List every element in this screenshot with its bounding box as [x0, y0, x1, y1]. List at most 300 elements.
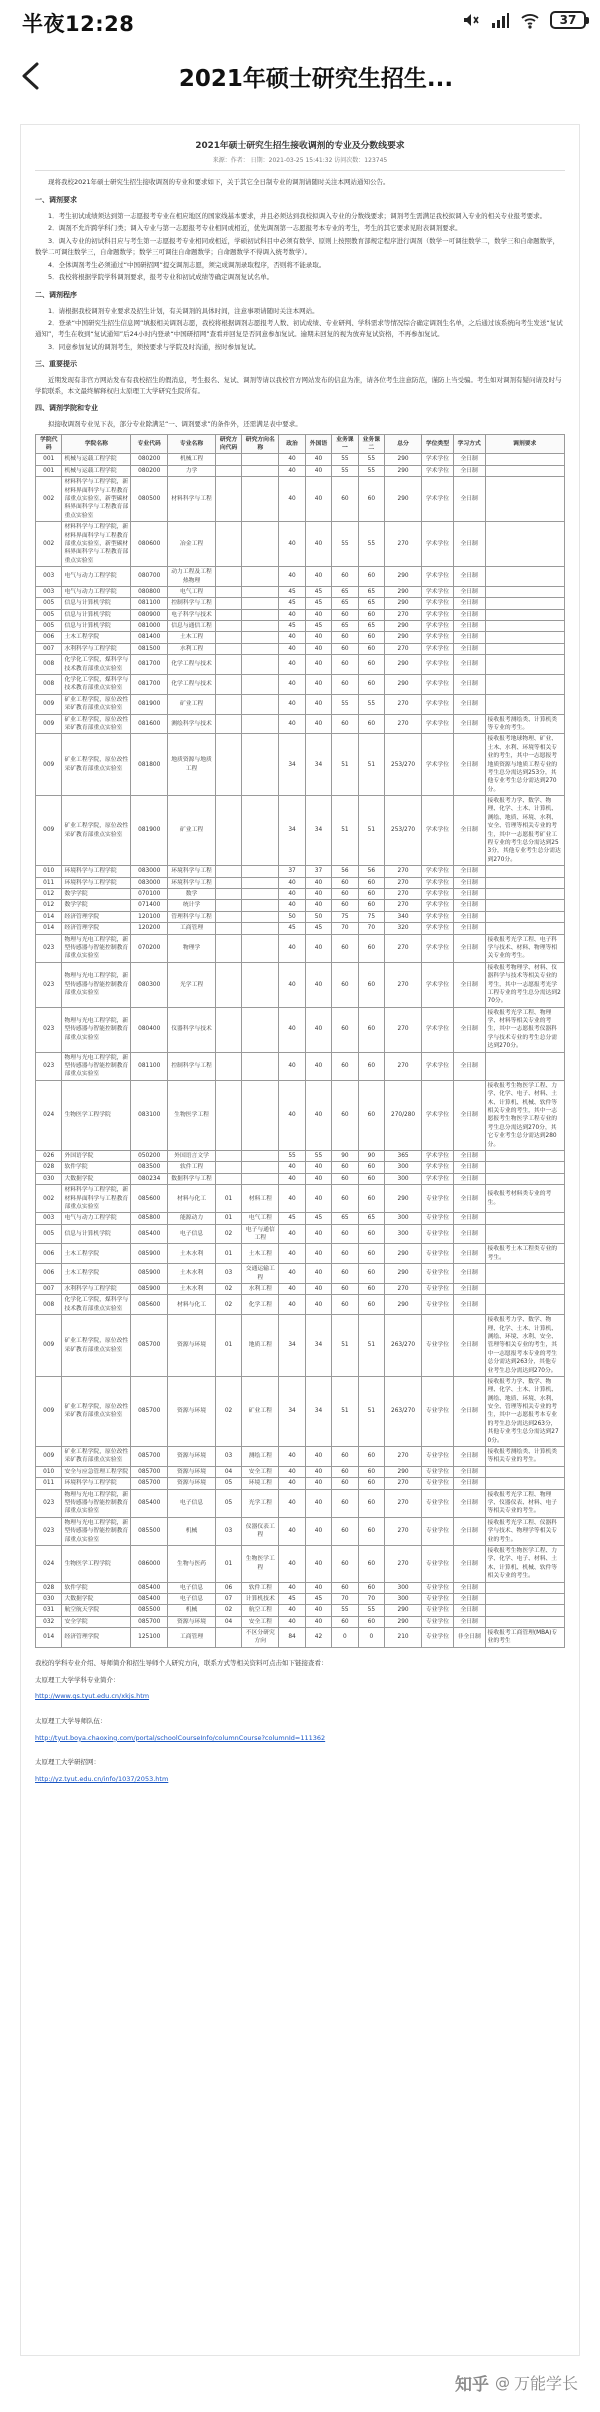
table-cell: 专业学位 [422, 1616, 454, 1627]
table-cell: 002 [36, 1185, 62, 1213]
table-cell: 交通运输工程 [242, 1264, 279, 1284]
table-cell: 动力工程及工程热物理 [168, 567, 216, 587]
table-cell: 003 [36, 567, 62, 587]
table-cell: 60 [358, 1264, 384, 1284]
table-cell: 土木工程学院 [62, 1244, 131, 1264]
table-cell: 机械 [168, 1605, 216, 1616]
table-cell: 65 [332, 1213, 358, 1224]
table-cell: 263/270 [385, 1315, 422, 1377]
table-cell: 资源与环境 [168, 1447, 216, 1467]
table-cell: 56 [332, 866, 358, 877]
table-cell: 机械 [168, 1517, 216, 1545]
table-cell: 120200 [131, 923, 168, 934]
column-header: 学院代码 [36, 434, 62, 454]
table-cell [215, 1052, 241, 1080]
table-row [36, 1007, 565, 1052]
table-cell: 学术学位 [422, 900, 454, 911]
table-cell: 60 [358, 1052, 384, 1080]
table-cell: 40 [279, 1264, 305, 1284]
table-cell: 60 [332, 1080, 358, 1150]
table-cell: 40 [305, 1007, 331, 1052]
table-cell: 081000 [131, 621, 168, 632]
table-cell: 软件学院 [62, 1162, 131, 1173]
table-cell: 40 [305, 477, 331, 522]
back-button[interactable] [10, 54, 54, 98]
table-cell: 40 [305, 655, 331, 675]
table-cell: 60 [358, 1295, 384, 1315]
paragraph: 2．调剂不允许跨学科门类；调入专业与第一志愿报考专业相同或相近，优先调剂第一志愿报考本专业的考生，考生的其它要求见附表调剂要求。 [48, 224, 462, 233]
table-cell: 290 [385, 1244, 422, 1264]
table-cell: 40 [279, 609, 305, 620]
table-cell: 生物医学工程 [168, 1080, 216, 1150]
table-cell: 40 [305, 1224, 331, 1244]
table-cell: 测绘科学与技术 [168, 714, 216, 734]
table-cell: 300 [385, 1173, 422, 1184]
table-cell: 263/270 [385, 1376, 422, 1446]
admissions-table [35, 434, 565, 1648]
table-cell: 仪器科学与技术 [168, 1007, 216, 1052]
table-cell: 化学工程与技术 [168, 675, 216, 695]
table-cell: 023 [36, 1007, 62, 1052]
table-cell: 60 [332, 632, 358, 643]
table-row [36, 632, 565, 643]
table-cell [485, 522, 564, 567]
table-cell: 60 [358, 962, 384, 1007]
table-cell: 51 [332, 1376, 358, 1446]
table-cell: 085900 [131, 1244, 168, 1264]
table-cell: 270 [385, 1489, 422, 1517]
table-cell [215, 454, 241, 465]
table-cell: 40 [279, 1162, 305, 1173]
table-cell: 专业学位 [422, 1224, 454, 1244]
table-cell: 能源动力 [168, 1213, 216, 1224]
table-cell: 005 [36, 598, 62, 609]
table-cell: 081100 [131, 1052, 168, 1080]
table-cell: 接收报考地球物理、矿业、土木、水利、环境等相关专业的考生，其中一志愿报考地质资源与地质工程专业的考生总分需达到253分，其他专业考生总分需达到270分。 [485, 734, 564, 796]
table-cell: 085400 [131, 1593, 168, 1604]
table-cell: 40 [305, 1545, 331, 1582]
table-cell: 水利工程 [168, 643, 216, 654]
table-cell: 009 [36, 1376, 62, 1446]
table-cell: 40 [305, 889, 331, 900]
table-cell: 006 [36, 632, 62, 643]
link-label: 太原理工大学导师队伍： [35, 1717, 107, 1726]
table-cell [485, 567, 564, 587]
table-cell: 083000 [131, 866, 168, 877]
table-cell: 外国语学院 [62, 1150, 131, 1161]
table-row [36, 1582, 565, 1593]
table-cell: 信息与计算机学院 [62, 609, 131, 620]
table-cell [485, 675, 564, 695]
table-cell: 40 [279, 1224, 305, 1244]
table-cell: 34 [305, 796, 331, 866]
table-cell: 安全与应急管理工程学院 [62, 1466, 131, 1477]
paragraph: 3．调入专业的初试科目应与考生第一志愿报考专业相同或相近，学硕初试科目中必须有数学、原则上按照教育部规定程序进行调剂（数学一可调往数学二，数学三和自命题数学，数学二可调往数学三，自命题数学；数学三可调往自命题数学；自命题数学不得调入统考数学）。 [35, 237, 560, 256]
table-cell: 270 [385, 522, 422, 567]
table-cell: 60 [332, 1545, 358, 1582]
table-row [36, 796, 565, 866]
table-cell: 物理学 [168, 934, 216, 962]
table-cell: 55 [358, 465, 384, 476]
table-cell: 生物医学工程学院 [62, 1545, 131, 1582]
table-cell: 全日制 [453, 889, 485, 900]
table-cell: 01 [215, 1545, 241, 1582]
table-cell: 080700 [131, 567, 168, 587]
table-cell: 全日制 [453, 923, 485, 934]
table-cell: 085900 [131, 1264, 168, 1284]
table-cell: 40 [279, 694, 305, 714]
table-row [36, 522, 565, 567]
table-cell: 60 [332, 1295, 358, 1315]
table-cell: 080234 [131, 1173, 168, 1184]
paragraph: 拟接收调剂专业见下表，部分专业除满足“一、调剂要求”的条件外，还需满足表中要求。 [48, 419, 302, 428]
table-cell: 环境科学与工程 [168, 866, 216, 877]
table-cell: 学术学位 [422, 714, 454, 734]
table-cell: 40 [279, 567, 305, 587]
table-cell: 02 [215, 1376, 241, 1446]
table-cell [242, 632, 279, 643]
table-cell: 信息与计算机学院 [62, 1224, 131, 1244]
table-cell: 矿业工程学院，原位改性采矿教育部重点实验室 [62, 1376, 131, 1446]
table-cell: 270 [385, 694, 422, 714]
table-cell [485, 1582, 564, 1593]
table-cell: 55 [358, 1605, 384, 1616]
column-header: 学院名称 [62, 434, 131, 454]
table-row [36, 1295, 565, 1315]
table-cell: 矿业工程学院，原位改性采矿教育部重点实验室 [62, 694, 131, 714]
table-cell: 全日制 [453, 900, 485, 911]
table-cell: 02 [215, 1284, 241, 1295]
table-cell [242, 889, 279, 900]
table-cell: 024 [36, 1080, 62, 1150]
table-cell: 60 [358, 1478, 384, 1489]
table-row [36, 1315, 565, 1377]
table-cell: 材料工程 [242, 1185, 279, 1213]
table-cell: 270 [385, 1284, 422, 1295]
table-row [36, 911, 565, 922]
column-header: 外国语 [305, 434, 331, 454]
table-cell: 210 [385, 1628, 422, 1648]
table-cell: 290 [385, 567, 422, 587]
table-cell: 03 [215, 1517, 241, 1545]
table-cell: 物理与光电工程学院，新型传感器与智能控制教育部重点实验室 [62, 1052, 131, 1080]
table-cell: 化学化工学院，煤科学与技术教育部重点实验室 [62, 675, 131, 695]
table-row [36, 643, 565, 654]
table-cell: 080200 [131, 465, 168, 476]
table-cell: 土木工程 [242, 1244, 279, 1264]
table-cell: 40 [305, 465, 331, 476]
table-cell: 253/270 [385, 734, 422, 796]
table-cell: 290 [385, 454, 422, 465]
table-cell: 学术学位 [422, 586, 454, 597]
table-cell: 009 [36, 796, 62, 866]
table-cell: 学术学位 [422, 911, 454, 922]
table-cell: 全日制 [453, 1264, 485, 1284]
table-cell: 40 [279, 465, 305, 476]
table-cell: 工商管理 [168, 1628, 216, 1648]
table-cell [215, 962, 241, 1007]
table-cell: 40 [279, 675, 305, 695]
table-row [36, 1545, 565, 1582]
table-cell: 081100 [131, 598, 168, 609]
table-cell: 050200 [131, 1150, 168, 1161]
table-cell: 全日制 [453, 632, 485, 643]
table-row [36, 609, 565, 620]
table-cell: 60 [358, 1447, 384, 1467]
table-cell: 生物医学工程学院 [62, 1080, 131, 1150]
table-cell: 全日制 [453, 1185, 485, 1213]
table-cell: 航空航天学院 [62, 1605, 131, 1616]
table-cell: 60 [332, 1224, 358, 1244]
table-cell: 085800 [131, 1213, 168, 1224]
table-cell: 55 [332, 522, 358, 567]
table-cell: 40 [279, 1478, 305, 1489]
table-cell: 40 [305, 675, 331, 695]
table-cell: 70 [332, 923, 358, 934]
table-cell: 资源与环境 [168, 1315, 216, 1377]
table-cell: 接收报考生物医学工程、力学、化学、电子、材料、土木、计算机、机械、软件等相关专业的考生，其中一志愿报考生物医学工程专业的考生总分需达到270分，其它专业考生总分需达到280分。 [485, 1080, 564, 1150]
article-meta: 来源：作者： 日期：2021-03-25 15:41:32 访问次数：123745 [212, 156, 388, 164]
table-cell: 270 [385, 934, 422, 962]
table-cell: 45 [305, 1213, 331, 1224]
table-cell: 60 [358, 1007, 384, 1052]
table-cell: 航空工程 [242, 1605, 279, 1616]
table-cell: 物理与光电工程学院，新型传感器与智能控制教育部重点实验室 [62, 1489, 131, 1517]
table-cell: 电子信息 [168, 1224, 216, 1244]
table-cell: 45 [305, 598, 331, 609]
table-cell [242, 454, 279, 465]
table-cell: 60 [332, 1616, 358, 1627]
watermark [455, 2370, 578, 2395]
table-cell: 080600 [131, 522, 168, 567]
table-cell: 非全日制 [453, 1628, 485, 1648]
table-cell: 环境科学与工程 [168, 877, 216, 888]
table-cell: 014 [36, 923, 62, 934]
table-cell: 080500 [131, 477, 168, 522]
table-cell: 65 [358, 586, 384, 597]
page-title: 2021年硕士研究生招生... [178, 66, 454, 92]
table-cell: 45 [279, 1213, 305, 1224]
table-cell: 学术学位 [422, 934, 454, 962]
table-cell: 002 [36, 522, 62, 567]
table-cell: 专业学位 [422, 1376, 454, 1446]
table-cell: 软件工程 [242, 1582, 279, 1593]
table-cell: 力学 [168, 465, 216, 476]
table-cell [242, 621, 279, 632]
table-cell: 大数据学院 [62, 1593, 131, 1604]
table-cell: 信息与计算机学院 [62, 598, 131, 609]
table-cell: 012 [36, 889, 62, 900]
table-cell: 全日制 [453, 675, 485, 695]
paragraph: 4．全体调剂考生必须通过“中国研招网”提交调剂志愿，须完成调剂录取程序，否则将不能录取。 [48, 260, 326, 269]
table-cell: 40 [279, 962, 305, 1007]
table-cell: 全日制 [453, 1213, 485, 1224]
table-cell: 接收报考物理学、材料、仪器科学与技术等相关专业的考生，其中一志愿报考光学工程专业的考生总分需达到270分。 [485, 962, 564, 1007]
table-cell: 接收报考生物医学工程、力学、化学、电子、材料、土木、计算机、机械、软件等相关专业的考生。 [485, 1545, 564, 1582]
table-cell: 290 [385, 1295, 422, 1315]
table-cell: 51 [358, 1376, 384, 1446]
table-row [36, 1616, 565, 1627]
table-cell [242, 643, 279, 654]
table-cell: 270 [385, 643, 422, 654]
table-cell: 40 [305, 1466, 331, 1477]
table-cell: 071400 [131, 900, 168, 911]
table-cell: 全日制 [453, 1376, 485, 1446]
table-cell: 290 [385, 655, 422, 675]
table-row [36, 866, 565, 877]
table-cell [485, 643, 564, 654]
table-cell: 75 [358, 911, 384, 922]
table-cell [215, 1007, 241, 1052]
table-cell: 测绘工程 [242, 1447, 279, 1467]
table-cell: 50 [305, 911, 331, 922]
at-icon: @ [494, 2373, 510, 2392]
table-cell: 085700 [131, 1466, 168, 1477]
table-cell: 02 [215, 1224, 241, 1244]
table-cell [242, 734, 279, 796]
table-cell: 60 [358, 1517, 384, 1545]
table-cell: 65 [332, 586, 358, 597]
table-cell [242, 877, 279, 888]
table-cell: 40 [279, 1007, 305, 1052]
table-cell: 专业学位 [422, 1628, 454, 1648]
table-cell: 080400 [131, 1007, 168, 1052]
table-cell: 全日制 [453, 694, 485, 714]
table-row [36, 1162, 565, 1173]
table-cell [242, 522, 279, 567]
admissions-site-link[interactable]: http://yz.tyut.edu.cn/info/1037/2053.htm [35, 1775, 169, 1784]
table-cell: 全日制 [453, 522, 485, 567]
table-cell: 40 [305, 1295, 331, 1315]
table-cell [485, 877, 564, 888]
table-cell [242, 586, 279, 597]
table-cell: 60 [358, 1466, 384, 1477]
table-cell: 45 [279, 598, 305, 609]
table-cell: 081700 [131, 655, 168, 675]
table-cell: 专业学位 [422, 1478, 454, 1489]
table-cell: 51 [332, 734, 358, 796]
table-row [36, 1284, 565, 1295]
table-cell: 40 [279, 900, 305, 911]
table-cell: 光学工程 [168, 962, 216, 1007]
table-cell: 270/280 [385, 1080, 422, 1150]
subject-intro-link[interactable]: http://www.gs.tyut.edu.cn/xkjs.htm [35, 1692, 150, 1701]
table-cell [215, 1628, 241, 1648]
links-intro: 我校的学科专业介绍、导师简介和招生导师个人研究方向，联系方式等相关资料可点击如下链接查看： [35, 1658, 328, 1667]
table-cell: 接收报考测绘类、计算机类等相关专业的考生。 [485, 1447, 564, 1467]
table-cell: 008 [36, 1295, 62, 1315]
table-cell: 270 [385, 1478, 422, 1489]
table-cell: 资源与环境 [168, 1376, 216, 1446]
table-cell [242, 866, 279, 877]
table-cell: 270 [385, 1052, 422, 1080]
table-cell: 专业学位 [422, 1517, 454, 1545]
table-cell: 统计学 [168, 900, 216, 911]
table-cell: 材料与化工 [168, 1185, 216, 1213]
table-cell: 电气与动力工程学院 [62, 1213, 131, 1224]
table-row [36, 1628, 565, 1648]
table-cell [242, 911, 279, 922]
table-cell: 40 [279, 934, 305, 962]
article-document [20, 124, 580, 2356]
table-cell [215, 632, 241, 643]
table-cell: 专业学位 [422, 1605, 454, 1616]
table-cell: 55 [305, 1150, 331, 1161]
table-cell: 矿业工程学院，原位改性采矿教育部重点实验室 [62, 734, 131, 796]
table-cell: 008 [36, 675, 62, 695]
table-cell: 007 [36, 643, 62, 654]
table-cell: 资源与环境 [168, 1478, 216, 1489]
table-cell [485, 586, 564, 597]
table-cell: 冶金工程 [168, 522, 216, 567]
table-cell: 全日制 [453, 962, 485, 1007]
table-cell: 软件学院 [62, 1582, 131, 1593]
table-cell: 40 [279, 1466, 305, 1477]
table-cell: 0 [358, 1628, 384, 1648]
table-cell: 机械工程 [168, 454, 216, 465]
table-cell: 60 [332, 655, 358, 675]
table-cell: 45 [305, 621, 331, 632]
table-cell: 电气与动力工程学院 [62, 586, 131, 597]
table-cell: 081500 [131, 643, 168, 654]
table-cell: 全日制 [453, 567, 485, 587]
table-cell: 080800 [131, 586, 168, 597]
table-cell: 不区分研究方向 [242, 1628, 279, 1648]
table-cell: 34 [279, 796, 305, 866]
table-cell: 全日制 [453, 609, 485, 620]
table-cell: 全日制 [453, 1080, 485, 1150]
table-cell: 085700 [131, 1447, 168, 1467]
table-cell: 专业学位 [422, 1593, 454, 1604]
table-cell [215, 1080, 241, 1150]
table-row [36, 586, 565, 597]
table-cell [242, 1080, 279, 1150]
table-cell [215, 586, 241, 597]
table-row [36, 598, 565, 609]
zhihu-logo: 知乎 [454, 2375, 489, 2395]
table-cell: 06 [215, 1582, 241, 1593]
paragraph: 2．登录“中国研究生招生信息网”填报相关调剂志愿，我校将根据调剂志愿报考人数、初试成绩、专业研判、学科需求等情况综合确定调剂生名单，之后通过该系统向考生发送“复试通知”，考生在收到“复试通知”后24小时内登录“中国研招网”查看并回复是否同意参加复试。逾期未回复的视为放弃复试资格，不再参加复试。 [35, 319, 563, 338]
table-cell: 083100 [131, 1080, 168, 1150]
table-cell: 物理与光电工程学院，新型传感器与智能控制教育部重点实验室 [62, 934, 131, 962]
table-row [36, 1593, 565, 1604]
table-row [36, 1517, 565, 1545]
table-cell: 接收报考力学、数学、物理、化学、土木、计算机、测绘、地质、环境、水利、安全、管理等相关专业的考生，其中一志愿报考本专业的考生总分需达到263分，其他专业考生总分需达到270分。 [485, 1376, 564, 1446]
table-cell: 学术学位 [422, 522, 454, 567]
table-cell: 学术学位 [422, 1052, 454, 1080]
table-cell: 270 [385, 1007, 422, 1052]
table-cell [242, 694, 279, 714]
table-cell: 010 [36, 866, 62, 877]
table-cell: 全日制 [453, 643, 485, 654]
table-cell: 40 [305, 934, 331, 962]
table-cell: 60 [358, 900, 384, 911]
table-cell [485, 1593, 564, 1604]
status-time: 半夜12:28 [22, 12, 135, 36]
table-cell: 34 [305, 1315, 331, 1377]
table-cell: 009 [36, 694, 62, 714]
table-cell: 60 [332, 1173, 358, 1184]
table-cell: 081600 [131, 714, 168, 734]
column-header: 调剂要求 [485, 434, 564, 454]
table-cell: 55 [332, 694, 358, 714]
table-row [36, 1489, 565, 1517]
table-cell: 学术学位 [422, 1150, 454, 1161]
table-cell: 矿业工程 [168, 694, 216, 714]
tutor-list-link[interactable]: http://tyut.boya.chaoxing.com/portal/schoolCourseInfo/columnCourse?columnId=111362 [35, 1733, 326, 1742]
table-cell: 信息与计算机学院 [62, 621, 131, 632]
link-label: 太原理工大学研招网： [35, 1758, 100, 1767]
